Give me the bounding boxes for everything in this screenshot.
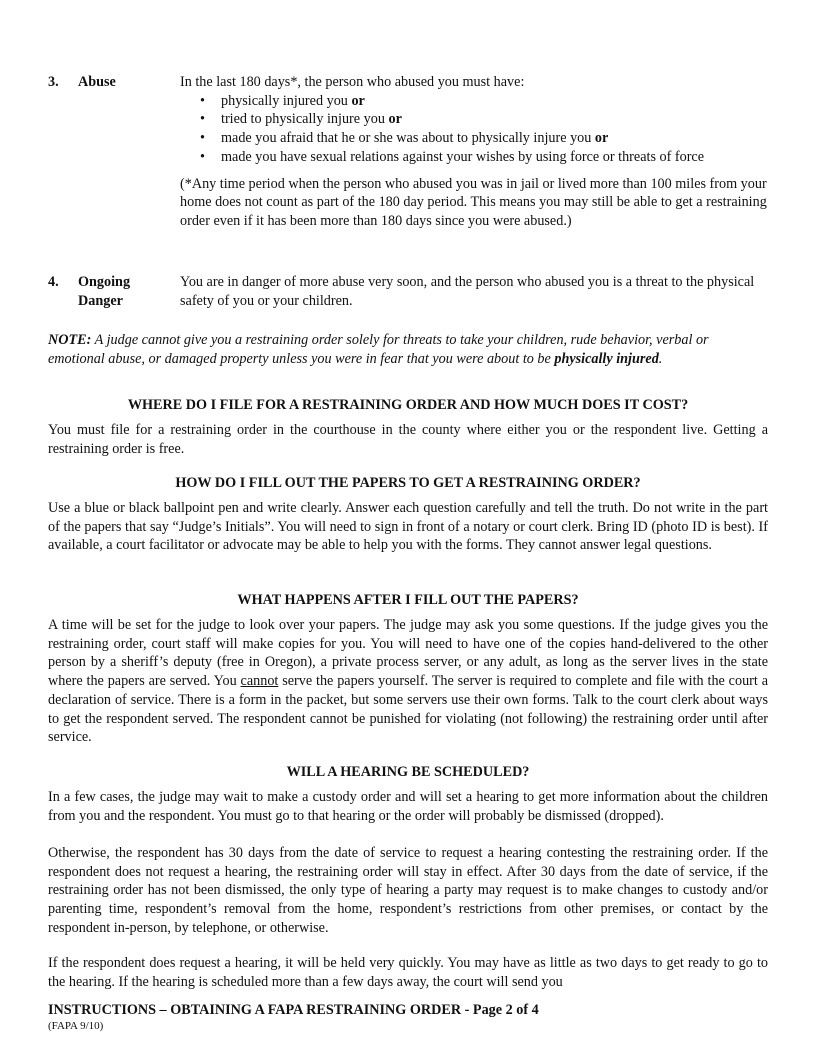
list-item: • made you have sexual relations against your wishes by using force or threats of force [200, 148, 705, 165]
criterion-intro: In the last 180 days*, the person who abused you must have: [180, 74, 525, 90]
section-heading-what-happens: WHAT HAPPENS AFTER I FILL OUT THE PAPERS? [237, 592, 579, 608]
section-heading-where-to-file: WHERE DO I FILE FOR A RESTRAINING ORDER AND HOW MUCH DOES IT COST? [127, 397, 689, 413]
section-body-hearing-p1: In a few cases, the judge may wait to make a custody order and will set a hearing to get more information about the children from you and the respondent. You must go to that hearing or the order will probably be dismissed (dropped). [48, 789, 768, 824]
bullet-icon: • [200, 111, 205, 128]
criterion-label: Abuse [78, 74, 116, 90]
form-code: (FAPA 9/10) [48, 1020, 104, 1032]
bullet-list [180, 92, 768, 167]
criterion-abuse [48, 73, 768, 231]
note-prefix: NOTE: [48, 332, 92, 348]
page-footer-title: INSTRUCTIONS – OBTAINING A FAPA RESTRAINING ORDER - Page 2 of 4 [48, 1002, 539, 1018]
section-body-where-to-file: You must file for a restraining order in the courthouse in the county where either you or the respondent live. Getting a restraining order is free. [48, 422, 768, 457]
criterion-ongoing-danger [48, 273, 768, 310]
criterion-text: You are in danger of more abuse very soon, and the person who abused you is a threat to the physical safety of you or your children. [180, 274, 755, 309]
section-heading-hearing: WILL A HEARING BE SCHEDULED? [286, 764, 530, 780]
bullet-icon: • [200, 148, 205, 165]
list-item: • physically injured you or [200, 92, 365, 109]
criterion-footnote: (*Any time period when the person who abused you was in jail or lived more than 100 miles from your home does not count as part of the 180 day period. This means you may still be able to get a restraining order even if it has been more than 180 days since you were abused.) [180, 175, 767, 229]
note-paragraph: NOTE: A judge cannot give you a restraining order solely for threats to take your children, rude behavior, verbal or emotional abuse, or damaged property unless you were in fear that you were about to be physically injured. [48, 332, 709, 367]
underlined-word: cannot [240, 673, 279, 690]
list-item: • tried to physically injure you or [200, 111, 402, 128]
criterion-label: Ongoing Danger [78, 274, 131, 309]
section-body-hearing-p3: If the respondent does request a hearing, it will be held very quickly. You may have as little as two days to get ready to go to the hearing. If the hearing is scheduled more than a few days away, the court will send you [48, 955, 768, 990]
criterion-number: 3. [48, 74, 59, 90]
bullet-icon: • [200, 92, 205, 109]
criterion-number: 4. [48, 274, 59, 290]
note-emphasis: physically injured [554, 350, 659, 367]
bullet-icon: • [200, 130, 205, 147]
section-body-fill-out-papers: Use a blue or black ballpoint pen and write clearly. Answer each question carefully and tell the truth. Do not write in the part of the papers that say “Judge’s Initials”. You will need to sign in front of a notary or court clerk. Bring ID (photo ID is best). If available, a court facilitator or advocate may be able to help you with the forms. They cannot answer legal questions. [48, 500, 768, 554]
section-body-what-happens: A time will be set for the judge to look over your papers. The judge may ask you some questions. If the judge gives you the restraining order, court staff will make copies for you. You will need to have one of the copies hand-delivered to the other person by a sheriff’s deputy (free in Oregon), a private process server, or any adult, as long as the server lives in the state where the papers are served. You cannot serve the papers yourself. The server is required to complete and file with the court a declaration of service. There is a form in the packet, but some servers use their own forms. Talk to the court clerk about ways to get the respondent served. The respondent cannot be punished for violating (not following) the restraining order until after service. [48, 617, 768, 746]
section-heading-fill-out-papers: HOW DO I FILL OUT THE PAPERS TO GET A RESTRAINING ORDER? [175, 475, 641, 491]
list-item: • made you afraid that he or she was about to physically injure you or [200, 130, 609, 147]
section-body-hearing-p2: Otherwise, the respondent has 30 days from the date of service to request a hearing contesting the restraining order. If the respondent does not request a hearing, the restraining order will stay in effect. After 30 days from the date of service, if the restraining order has not been dismissed, the only type of hearing a party may request is to make changes to custody and/or parenting time, respondent’s removal from the home, respondent’s restrictions from other premises, or contact by the respondent in-person, by telephone, or otherwise. [48, 845, 768, 936]
